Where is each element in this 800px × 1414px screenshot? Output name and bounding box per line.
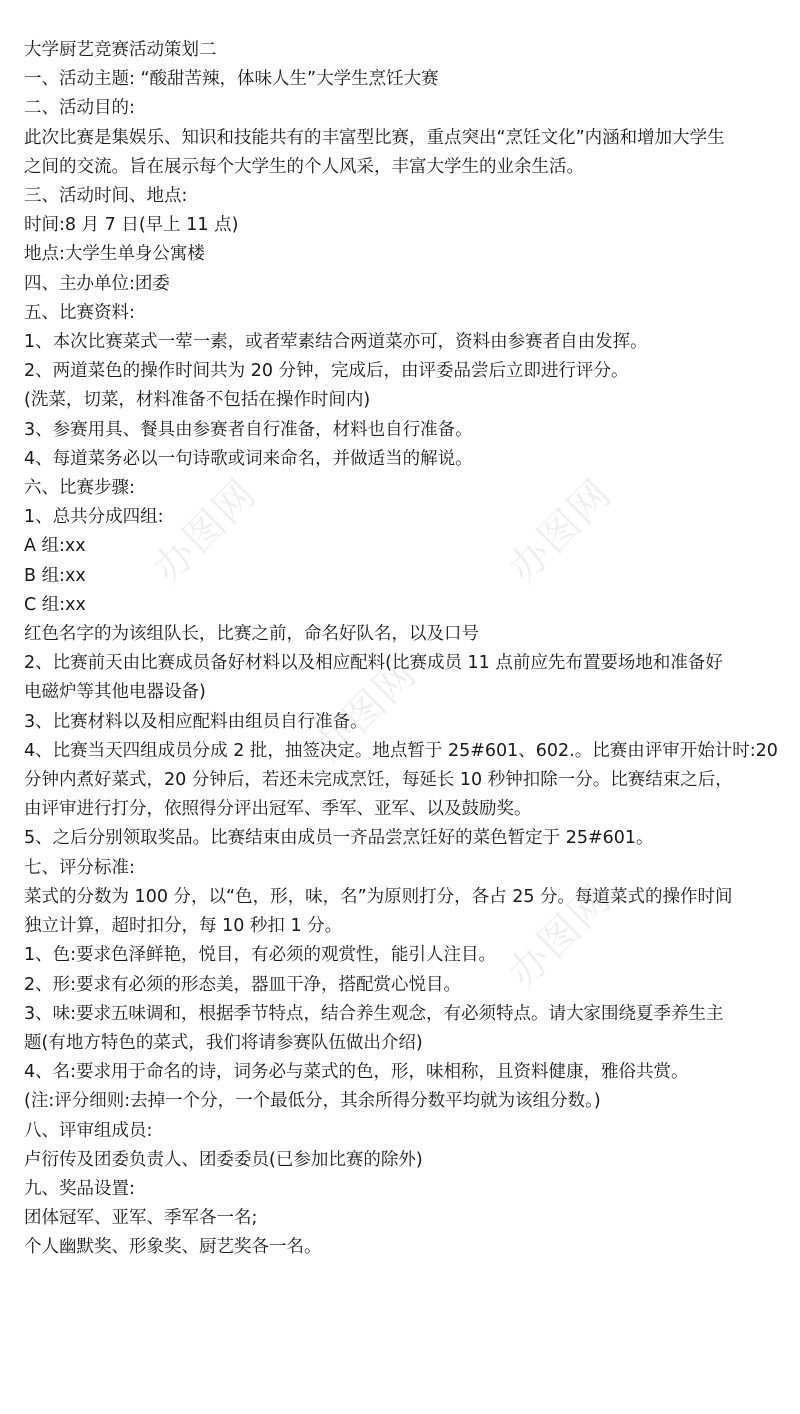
section-heading-purpose: 二、活动目的: (24, 98, 135, 119)
section-heading-scoring: 七、评分标准: (24, 857, 135, 878)
section-heading-materials: 五、比赛资料: (24, 302, 135, 323)
text-line: 1、总共分成四组: (24, 507, 164, 528)
section-heading-time-place: 三、活动时间、地点: (24, 186, 188, 207)
text-line: 4、比赛当天四组成员分成 2 批，抽签决定。地点暂于 25#601、602.。比赛由评审开始计时:20 (24, 740, 778, 761)
text-line: 地点:大学生单身公寓楼 (24, 244, 205, 265)
text-line: 卢衍传及团委负责人、团委委员(已参加比赛的除外) (24, 1149, 423, 1170)
text-line: 1、色:要求色泽鲜艳，悦目，有必须的观赏性，能引人注目。 (24, 945, 497, 966)
text-line: B 组:xx (24, 565, 86, 586)
section-heading-theme: 一、活动主题: “酸甜苦辣，体味人生”大学生烹饪大赛 (24, 69, 439, 90)
document-title: 大学厨艺竞赛活动策划二 (24, 40, 217, 60)
text-line: 3、味:要求五味调和，根据季节特点，结合养生观念，有必须特点。请大家围绕夏季养生主 (24, 1003, 724, 1024)
text-line: 2、形:要求有必须的形态美，器皿干净，搭配赏心悦目。 (24, 974, 462, 995)
text-line: 2、比赛前天由比赛成员备好材料以及相应配料(比赛成员 11 点前应先布置要场地和准备好 (24, 653, 723, 674)
text-line: 红色名字的为该组队长，比赛之前，命名好队名，以及口号 (24, 624, 479, 645)
text-line: (洗菜，切菜，材料准备不包括在操作时间内) (24, 390, 371, 411)
text-line: 时间:8 月 7 日(早上 11 点) (24, 215, 239, 236)
document-body (24, 36, 784, 1263)
text-line: 独立计算，超时扣分，每 10 秒扣 1 分。 (24, 916, 343, 937)
text-line: 4、名:要求用于命名的诗，词务必与菜式的色，形，味相称，且资料健康，雅俗共赏。 (24, 1062, 689, 1083)
watermark-3: 办图网 (304, 650, 427, 772)
text-line: 此次比赛是集娱乐、知识和技能共有的丰富型比赛，重点突出“烹饪文化”内涵和增加大学生 (24, 127, 725, 148)
section-heading-judges: 八、评审组成员: (24, 1120, 153, 1141)
text-line: 分钟内煮好菜式，20 分钟后，若还未完成烹饪，每延长 10 秒钟扣除一分。比赛结束之后， (24, 770, 733, 791)
text-line: 4、每道菜务必以一句诗歌或词来命名，并做适当的解说。 (24, 448, 473, 469)
watermark-4: 办图网 (499, 875, 622, 997)
text-line: 3、参赛用具、餐具由参赛者自行准备，材料也自行准备。 (24, 419, 473, 440)
text-line: 由评审进行打分，依照得分评出冠军、季军、亚军、以及鼓励奖。 (24, 799, 532, 820)
section-heading-steps: 六、比赛步骤: (24, 478, 135, 499)
text-line: 个人幽默奖、形象奖、厨艺奖各一名。 (24, 1237, 322, 1258)
text-line: 团体冠军、亚军、季军各一名; (24, 1208, 258, 1229)
text-line: C 组:xx (24, 594, 86, 615)
watermark-1: 办图网 (144, 470, 267, 592)
text-line: 之间的交流。旨在展示每个大学生的个人风采，丰富大学生的业余生活。 (24, 156, 584, 177)
watermark-2: 办图网 (499, 470, 622, 592)
text-line: 2、两道菜色的操作时间共为 20 分钟，完成后，由评委品尝后立即进行评分。 (24, 361, 629, 382)
text-line: 3、比赛材料以及相应配料由组员自行准备。 (24, 711, 368, 732)
text-line: (注:评分细则:去掉一个分，一个最低分，其余所得分数平均就为该组分数。) (24, 1091, 601, 1112)
text-line: A 组:xx (24, 536, 86, 557)
text-line: 1、本次比赛菜式一荤一素，或者荤素结合两道菜亦可，资料由参赛者自由发挥。 (24, 332, 648, 353)
text-line: 题(有地方特色的菜式，我们将请参赛队伍做出介绍) (24, 1032, 423, 1053)
text-line: 电磁炉等其他电器设备) (24, 682, 206, 703)
text-line: 菜式的分数为 100 分，以“色，形，味，名”为原则打分，各占 25 分。每道菜式的操作时间 (24, 886, 733, 907)
section-heading-organizer: 四、主办单位:团委 (24, 273, 170, 294)
section-heading-prizes: 九、奖品设置: (24, 1178, 135, 1199)
text-line: 5、之后分别领取奖品。比赛结束由成员一齐品尝烹饪好的菜色暂定于 25#601。 (24, 828, 654, 849)
